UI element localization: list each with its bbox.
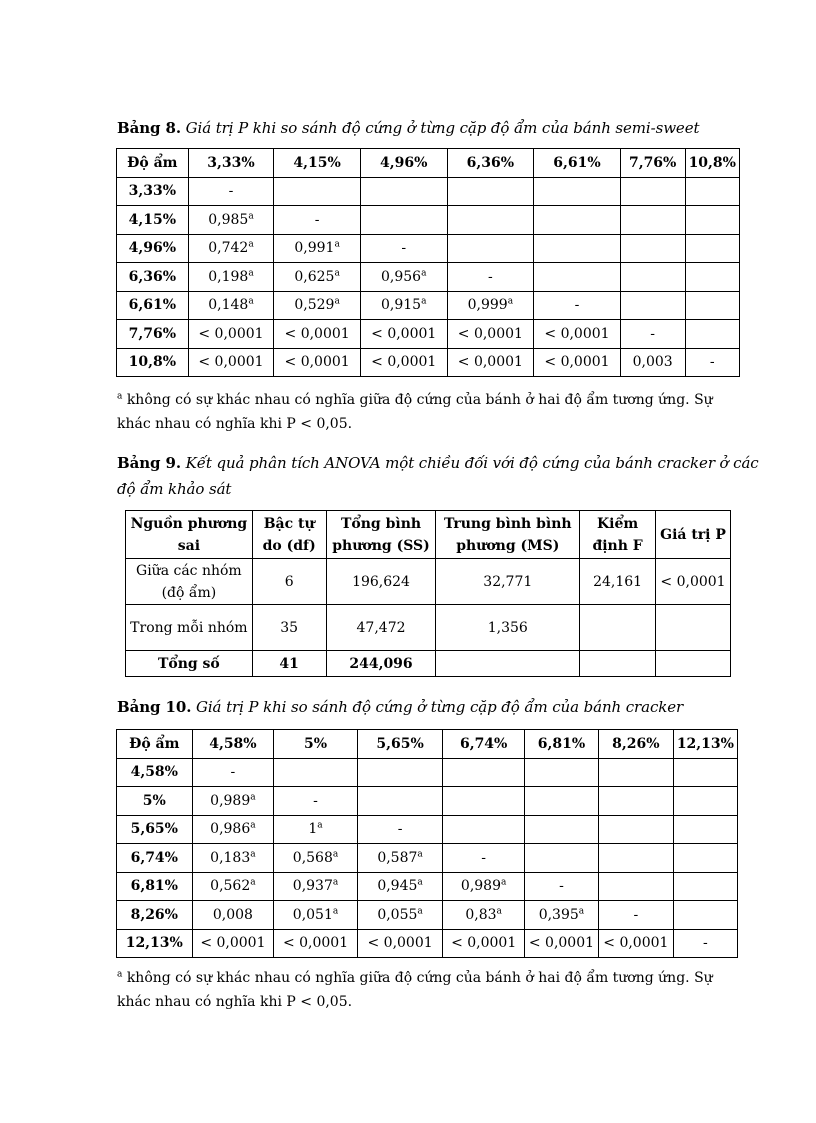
table-cell	[360, 177, 447, 206]
column-header: Tổng bình phương (SS)	[326, 511, 436, 559]
table-cell: 24,161	[580, 559, 656, 605]
table-cell: -	[685, 348, 739, 377]
table-cell	[534, 263, 621, 292]
table-cell: -	[443, 844, 525, 873]
table-cell: < 0,0001	[274, 929, 358, 958]
table-row	[126, 651, 731, 677]
note1-line2: khác nhau có nghĩa khi P < 0,05.	[117, 416, 353, 432]
column-header: 4,15%	[274, 149, 361, 178]
table-row	[117, 844, 738, 873]
row-header: 4,15%	[117, 206, 189, 235]
row-header: 10,8%	[117, 348, 189, 377]
table-cell	[447, 206, 534, 235]
table-cell: < 0,0001	[360, 320, 447, 349]
table-row	[117, 815, 738, 844]
table-cell	[620, 291, 685, 320]
table-cell: Tổng số	[126, 651, 253, 677]
table-row	[117, 872, 738, 901]
table-cell: 0,051$^a$	[274, 901, 358, 930]
table-cell	[656, 605, 731, 651]
table-cell: -	[274, 787, 358, 816]
table-cell: -	[447, 263, 534, 292]
row-header: 6,36%	[117, 263, 189, 292]
table-cell: 1,356	[436, 605, 580, 651]
table-row	[117, 206, 740, 235]
table-cell	[274, 758, 358, 787]
row-header: 8,26%	[117, 901, 193, 930]
table8-label: Bảng 8.	[117, 119, 181, 137]
table8	[116, 148, 740, 377]
table-cell	[534, 206, 621, 235]
note1	[117, 388, 713, 436]
table-cell	[360, 206, 447, 235]
note2-line2: khác nhau có nghĩa khi P < 0,05.	[117, 994, 353, 1010]
table-cell: 0,989$^a$	[192, 787, 274, 816]
table-cell	[598, 815, 673, 844]
column-header: 7,76%	[620, 149, 685, 178]
row-header: 3,33%	[117, 177, 189, 206]
table-row	[126, 559, 731, 605]
table-cell	[524, 844, 598, 873]
table-cell: 0,956$^a$	[360, 263, 447, 292]
table9-caption	[117, 450, 759, 502]
column-header: Kiểm định F	[580, 511, 656, 559]
table8-title: Giá trị P khi so sánh độ cứng ở từng cặp độ ẩm của bánh semi-sweet	[180, 119, 700, 137]
table-cell: < 0,0001	[524, 929, 598, 958]
table-cell: 0,625$^a$	[274, 263, 361, 292]
table9-label: Bảng 9.	[117, 454, 181, 472]
table-cell	[620, 263, 685, 292]
table-cell	[524, 787, 598, 816]
row-header: 5%	[117, 787, 193, 816]
table-cell: < 0,0001	[447, 348, 534, 377]
table-cell: < 0,0001	[534, 320, 621, 349]
table-cell	[685, 234, 739, 263]
table-cell: 0,395$^a$	[524, 901, 598, 930]
table-cell: 32,771	[436, 559, 580, 605]
table-cell: 35	[252, 605, 326, 651]
table-cell: 0,587$^a$	[357, 844, 443, 873]
table-cell: 0,008	[192, 901, 274, 930]
table10-caption	[117, 694, 683, 720]
table-cell	[685, 263, 739, 292]
table-cell: 0,937$^a$	[274, 872, 358, 901]
table-cell	[673, 844, 737, 873]
table-cell: < 0,0001	[188, 348, 274, 377]
table-cell	[673, 787, 737, 816]
table-cell: < 0,0001	[656, 559, 731, 605]
table-cell	[447, 177, 534, 206]
header-row	[126, 511, 731, 559]
row-header: 4,96%	[117, 234, 189, 263]
table-cell: -	[673, 929, 737, 958]
table-cell: Trong mỗi nhóm	[126, 605, 253, 651]
table-row	[117, 758, 738, 787]
table-cell: 0,83$^a$	[443, 901, 525, 930]
table-cell	[685, 177, 739, 206]
table10-label: Bảng 10.	[117, 698, 192, 716]
table-cell: < 0,0001	[188, 320, 274, 349]
table8-caption	[117, 115, 699, 141]
row-header: 12,13%	[117, 929, 193, 958]
header-row	[117, 149, 740, 178]
table-cell: < 0,0001	[274, 348, 361, 377]
table-cell	[357, 758, 443, 787]
row-header: 4,58%	[117, 758, 193, 787]
table-cell: < 0,0001	[534, 348, 621, 377]
table-cell: 0,986$^a$	[192, 815, 274, 844]
table-row	[117, 787, 738, 816]
table-row	[117, 263, 740, 292]
column-header: 4,96%	[360, 149, 447, 178]
table-row	[117, 901, 738, 930]
table-cell: 0,915$^a$	[360, 291, 447, 320]
table10-title: Giá trị P khi so sánh độ cứng ở từng cặp độ ẩm của bánh cracker	[191, 698, 684, 716]
column-header: 8,26%	[598, 730, 673, 759]
table9	[125, 510, 731, 677]
table-cell	[685, 320, 739, 349]
table-cell	[598, 758, 673, 787]
table-cell: 0,055$^a$	[357, 901, 443, 930]
table-cell: Giữa các nhóm (độ ẩm)	[126, 559, 253, 605]
table-cell: < 0,0001	[360, 348, 447, 377]
table-cell	[598, 844, 673, 873]
table-cell: -	[274, 206, 361, 235]
table-cell: -	[357, 815, 443, 844]
table-row	[117, 291, 740, 320]
table-row	[117, 929, 738, 958]
table-cell: 0,999$^a$	[447, 291, 534, 320]
table-cell: -	[534, 291, 621, 320]
table-cell: 0,989$^a$	[443, 872, 525, 901]
table-cell: < 0,0001	[443, 929, 525, 958]
column-header: 12,13%	[673, 730, 737, 759]
table-cell: 1$^a$	[274, 815, 358, 844]
column-header: 10,8%	[685, 149, 739, 178]
column-header: 4,58%	[192, 730, 274, 759]
table9-title-line2: độ ẩm khảo sát	[117, 480, 232, 498]
table-cell	[580, 651, 656, 677]
table-cell	[673, 758, 737, 787]
table-cell: 6	[252, 559, 326, 605]
column-header: Nguồn phương sai	[126, 511, 253, 559]
table-cell	[274, 177, 361, 206]
column-header: 3,33%	[188, 149, 274, 178]
corner-header: Độ ẩm	[117, 730, 193, 759]
table-cell	[685, 291, 739, 320]
table-cell	[580, 605, 656, 651]
table-cell: -	[620, 320, 685, 349]
table-cell	[524, 758, 598, 787]
table-cell	[443, 787, 525, 816]
row-header: 6,81%	[117, 872, 193, 901]
table-cell	[673, 901, 737, 930]
table-cell: -	[188, 177, 274, 206]
column-header: Trung bình bình phương (MS)	[436, 511, 580, 559]
table-cell	[673, 872, 737, 901]
table-cell	[357, 787, 443, 816]
table-cell	[598, 872, 673, 901]
table-row	[117, 177, 740, 206]
table-cell	[598, 787, 673, 816]
column-header: 6,61%	[534, 149, 621, 178]
column-header: Bậc tự do (df)	[252, 511, 326, 559]
table-row	[117, 348, 740, 377]
table-cell: < 0,0001	[598, 929, 673, 958]
table-cell	[524, 815, 598, 844]
row-header: 7,76%	[117, 320, 189, 349]
table-cell: 0,003	[620, 348, 685, 377]
header-row	[117, 730, 738, 759]
table-cell: < 0,0001	[447, 320, 534, 349]
table-cell	[620, 206, 685, 235]
table-cell: 0,148$^a$	[188, 291, 274, 320]
note1-mark: a	[117, 391, 123, 402]
table-cell	[656, 651, 731, 677]
table-cell: -	[524, 872, 598, 901]
table-cell	[673, 815, 737, 844]
table-cell: 0,991$^a$	[274, 234, 361, 263]
table-cell	[447, 234, 534, 263]
table-cell: 196,624	[326, 559, 436, 605]
table10	[116, 729, 738, 958]
table-cell: -	[360, 234, 447, 263]
row-header: 6,74%	[117, 844, 193, 873]
table-cell: 0,742$^a$	[188, 234, 274, 263]
table-cell	[685, 206, 739, 235]
table-cell	[443, 815, 525, 844]
note2-text: không có sự khác nhau có nghĩa giữa độ cứng của bánh ở hai độ ẩm tương ứng. Sự	[122, 970, 713, 986]
table-row	[126, 605, 731, 651]
table-cell: < 0,0001	[357, 929, 443, 958]
table-cell: 41	[252, 651, 326, 677]
table-cell: 0,945$^a$	[357, 872, 443, 901]
table-cell	[436, 651, 580, 677]
table9-title-line1: Kết quả phân tích ANOVA một chiều đối với độ cứng của bánh cracker ở các	[180, 454, 759, 472]
table-cell: -	[598, 901, 673, 930]
table-cell	[620, 177, 685, 206]
table-cell: 0,529$^a$	[274, 291, 361, 320]
column-header: 6,74%	[443, 730, 525, 759]
table-cell	[620, 234, 685, 263]
table-cell: 0,568$^a$	[274, 844, 358, 873]
table-cell: < 0,0001	[274, 320, 361, 349]
corner-header: Độ ẩm	[117, 149, 189, 178]
row-header: 6,61%	[117, 291, 189, 320]
table-cell: 244,096	[326, 651, 436, 677]
table-row	[117, 320, 740, 349]
table-cell	[534, 177, 621, 206]
column-header: 5,65%	[357, 730, 443, 759]
row-header: 5,65%	[117, 815, 193, 844]
table-cell: 0,183$^a$	[192, 844, 274, 873]
table-cell: 0,985$^a$	[188, 206, 274, 235]
note2	[117, 966, 713, 1014]
table-cell	[443, 758, 525, 787]
table-cell: 0,562$^a$	[192, 872, 274, 901]
note2-mark: a	[117, 969, 123, 980]
column-header: 5%	[274, 730, 358, 759]
table-row	[117, 234, 740, 263]
table-cell	[534, 234, 621, 263]
column-header: 6,36%	[447, 149, 534, 178]
note1-text: không có sự khác nhau có nghĩa giữa độ cứng của bánh ở hai độ ẩm tương ứng. Sự	[122, 392, 713, 408]
column-header: 6,81%	[524, 730, 598, 759]
table-cell: -	[192, 758, 274, 787]
table-cell: < 0,0001	[192, 929, 274, 958]
table-cell: 0,198$^a$	[188, 263, 274, 292]
table-cell: 47,472	[326, 605, 436, 651]
column-header: Giá trị P	[656, 511, 731, 559]
